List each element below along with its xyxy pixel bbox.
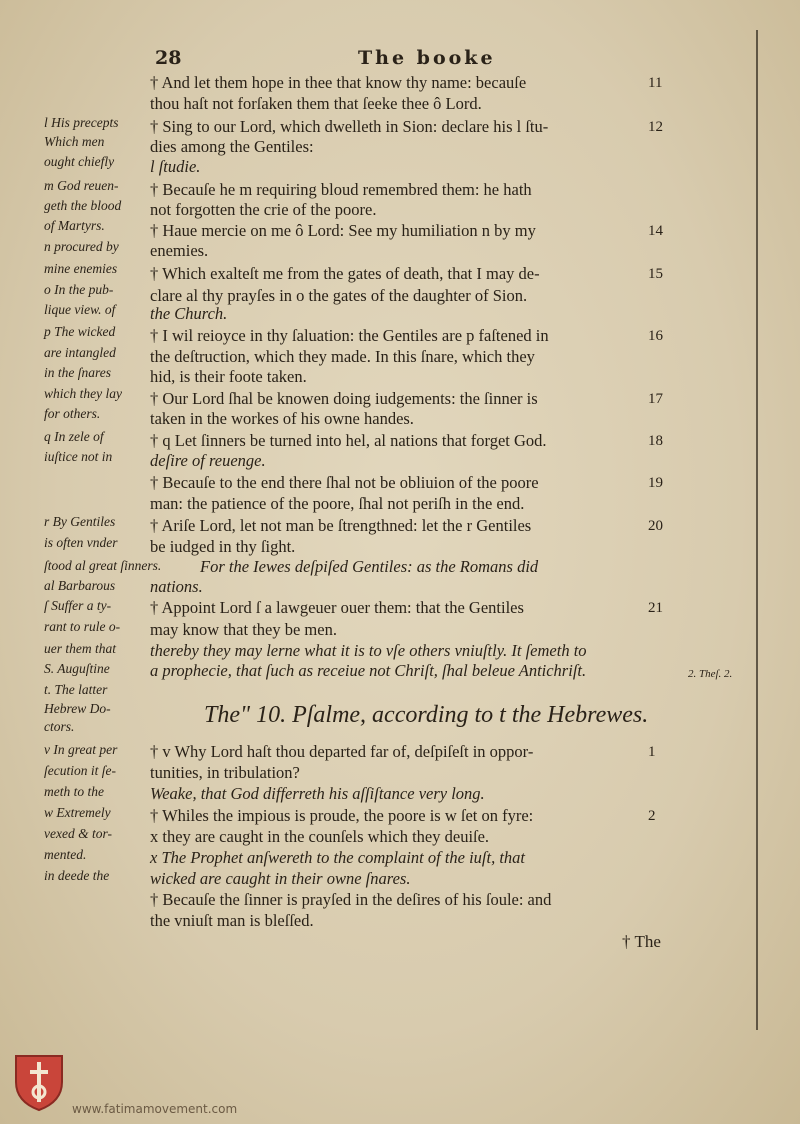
verse-number: 19: [648, 475, 663, 491]
text-line: l ſtudie.: [150, 157, 201, 176]
margin-note: of Martyrs.: [44, 218, 105, 233]
text-line: tunities, in tribulation?: [150, 763, 300, 782]
text-line: hid, is their foote taken.: [150, 367, 307, 386]
text-line: be iudged in thy ſight.: [150, 537, 296, 556]
text-line: may know that they be men.: [150, 620, 337, 639]
margin-note: ſecution it ſe-: [44, 763, 116, 778]
text-line: the deſtruction, which they made. In this ſnare, which they: [150, 347, 535, 366]
margin-note: S. Auguſtine: [44, 661, 110, 676]
margin-note: for others.: [44, 406, 101, 421]
margin-note: rant to rule o-: [44, 619, 121, 634]
text-line: enemies.: [150, 241, 209, 260]
text-line: thou haſt not forſaken them that ſeeke thee ô Lord.: [150, 94, 482, 113]
text-line: Weake, that God differreth his aſſiſtance very long.: [150, 784, 485, 803]
text-line: † Our Lord ſhal be knowen doing iudgements: the ſinner is: [150, 389, 538, 408]
catchword: † The: [622, 932, 661, 951]
margin-note: l His precepts: [44, 115, 119, 130]
shield-logo-icon: [12, 1052, 66, 1112]
text-line: x they are caught in the counſels which they deuiſe.: [150, 827, 490, 846]
text-line: wicked are caught in their owne ſnares.: [150, 869, 411, 888]
text-line: † Sing to our Lord, which dwelleth in Sion: declare his l ſtu-: [150, 117, 549, 136]
text-line: x The Prophet anſwereth to the complaint of the iuſt, that: [150, 848, 526, 867]
verse-number: 21: [648, 600, 663, 616]
psalm-heading: The" 10. Pſalme, according to t the Hebrewes.: [204, 702, 649, 728]
text-line: † Becauſe he m requiring bloud remembred them: he hath: [150, 180, 532, 199]
margin-note: vexed & tor-: [44, 826, 112, 841]
margin-note: geth the blood: [44, 198, 122, 213]
margin-note: r By Gentiles: [44, 514, 116, 529]
text-line: † Appoint Lord ſ a lawgeuer ouer them: that the Gentiles: [150, 598, 524, 617]
margin-note: is often vnder: [44, 535, 118, 550]
verse-number: 18: [648, 433, 663, 449]
text-line: dies among the Gentiles:: [150, 137, 314, 156]
verse-number: 15: [648, 266, 663, 282]
text-line: † Becauſe to the end there ſhal not be obliuion of the poore: [150, 473, 539, 492]
margin-note: iuſtice not in: [44, 449, 113, 464]
text-line: † q Let ſinners be turned into hel, al nations that forget God.: [150, 431, 547, 450]
text-line: the Church.: [150, 304, 228, 323]
text-line: † v Why Lord haſt thou departed far of, deſpiſeſt in oppor-: [150, 742, 534, 761]
margin-note: q In zele of: [44, 429, 104, 444]
verse-number: 14: [648, 223, 663, 239]
margin-note: ſ Suffer a ty-: [44, 598, 112, 613]
margin-note: in the ſnares: [44, 365, 111, 380]
margin-note: Which men: [44, 134, 105, 149]
column-rule: [756, 30, 758, 1030]
text-line: † Haue mercie on me ô Lord: See my humiliation n by my: [150, 221, 536, 240]
text-line: † Whiles the impious is proude, the poore is w ſet on fyre:: [150, 806, 534, 825]
text-line: taken in the workes of his owne handes.: [150, 409, 414, 428]
text-line: † Which exalteſt me from the gates of death, that I may de-: [150, 264, 540, 283]
margin-note: al Barbarous: [44, 578, 116, 593]
text-line: not forgotten the crie of the poore.: [150, 200, 377, 219]
margin-note: mine enemies: [44, 261, 118, 276]
text-line: † And let them hope in thee that know thy name: becauſe: [150, 73, 527, 92]
text-line: † I wil reioyce in thy ſaluation: the Gentiles are p faſtened in: [150, 326, 549, 345]
text-line: † Ariſe Lord, let not man be ſtrengthned: let the r Gentiles: [150, 516, 532, 535]
verse-number: 1: [648, 744, 656, 760]
verse-number: 11: [648, 75, 663, 91]
text-line: the vniuſt man is bleſſed.: [150, 911, 314, 930]
cross-reference-note: 2. Theſ. 2.: [688, 668, 733, 680]
margin-note: o In the pub-: [44, 282, 114, 297]
margin-note: which they lay: [44, 386, 122, 401]
margin-note: t. The latter: [44, 682, 108, 697]
verse-number: 20: [648, 518, 663, 534]
verse-number: 16: [648, 328, 663, 344]
text-line: For the Iewes deſpiſed Gentiles: as the Romans did: [200, 557, 539, 576]
margin-note: p The wicked: [44, 324, 116, 339]
website-footer[interactable]: www.fatimamovement.com: [72, 1102, 238, 1116]
verse-number: 17: [648, 391, 663, 407]
text-line: a prophecie, that ſuch as receiue not Chriſt, ſhal beleue Antichriſt.: [150, 661, 587, 680]
margin-note: meth to the: [44, 784, 104, 799]
verse-number: 12: [648, 119, 663, 135]
text-line: clare al thy prayſes in o the gates of the daughter of Sion.: [150, 286, 528, 305]
margin-note: in deede the: [44, 868, 110, 883]
margin-note: mented.: [44, 847, 87, 862]
text-line: deſire of reuenge.: [150, 451, 266, 470]
margin-note: Hebrew Do-: [44, 701, 111, 716]
text-line: man: the patience of the poore, ſhal not periſh in the end.: [150, 494, 525, 513]
margin-note: w Extremely: [44, 805, 111, 820]
page-number: 28: [155, 47, 182, 69]
margin-note: ſtood al great ſinners.: [44, 558, 162, 573]
margin-note: lique view. of: [44, 302, 116, 317]
text-line: nations.: [150, 577, 203, 596]
verse-number: 2: [648, 808, 656, 824]
running-title: The booke: [358, 47, 496, 69]
margin-note: are intangled: [44, 345, 116, 360]
margin-note: ctors.: [44, 719, 75, 734]
text-line: † Becauſe the ſinner is prayſed in the deſires of his ſoule: and: [150, 890, 552, 909]
margin-note: ought chiefly: [44, 154, 115, 169]
margin-note: v In great per: [44, 742, 118, 757]
margin-note: m God reuen-: [44, 178, 119, 193]
text-line: thereby they may lerne what it is to vſe others vniuſtly. It ſemeth to: [150, 641, 587, 660]
margin-note: uer them that: [44, 641, 116, 656]
margin-note: n procured by: [44, 239, 119, 254]
